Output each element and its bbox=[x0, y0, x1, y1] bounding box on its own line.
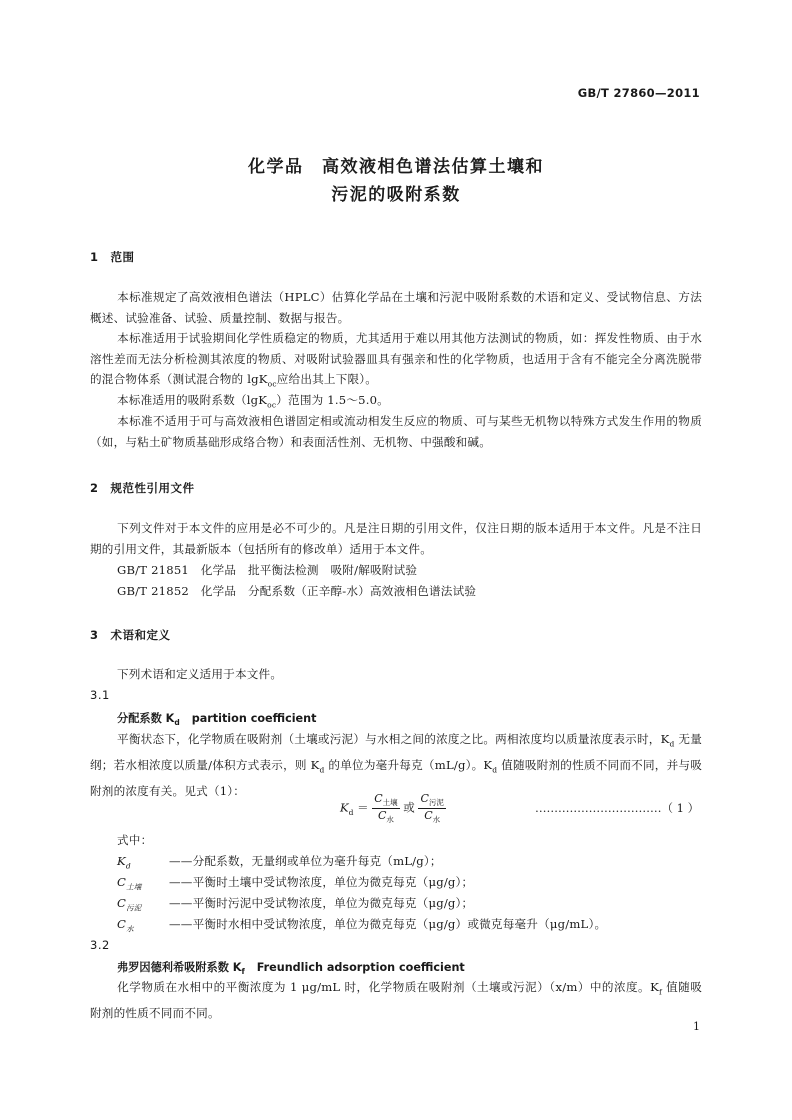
section-2-paragraph-1: 下列文件对于本文件的应用是必不可少的。凡是注日期的引用文件，仅注日期的版本适用于本文件。凡是不注日期的引用文件，其最新版本（包括所有的修改单）适用于本文件。 bbox=[90, 521, 702, 556]
reference-gbt-21852: GB/T 21852 化学品 分配系数（正辛醇-水）高效液相色谱法试验 bbox=[117, 584, 477, 598]
term-3-1-definition: 平衡状态下，化学物质在吸附剂（土壤或污泥）与水相之间的浓度之比。两相浓度均以质量浓度表示时，$K_d$ 无量纲；若水相浓度以质量/体积方式表示，则 $K_d$ 的单位为毫升每克（mL/g）。$K_d$ 值随吸附剂的性质不同而不同，并与吸附剂的浓度有关。见式（1）： bbox=[90, 732, 702, 798]
standard-code: GB/T 27860—2011 bbox=[577, 86, 700, 100]
formula-fraction-sludge: $\frac{C_{污泥}}{C_水}$ bbox=[420, 792, 444, 825]
term-3-2-number: 3.2 bbox=[90, 938, 110, 952]
section-3-intro: 下列术语和定义适用于本文件。 bbox=[117, 667, 283, 681]
section-3-heading: 3 术语和定义 bbox=[90, 628, 171, 642]
section-1-paragraph-3: 本标准适用的吸附系数（lgK$_{oc}$）范围为 1.5～5.0。 bbox=[117, 393, 389, 410]
term-3-2-title: 弗罗因德利希吸附系数 $K_f$ Freundlich adsorption coefficient bbox=[117, 961, 465, 977]
section-1-paragraph-4: 本标准不适用于可与高效液相色谱固定相或流动相发生反应的物质、可与某些无机物以特殊方式发生作用的物质（如，与粘土矿物质基础形成络合物）和表面活性剂、无机物、中强酸和碱。 bbox=[90, 414, 702, 449]
section-2-heading: 2 规范性引用文件 bbox=[90, 481, 195, 495]
variable-c-soil: $C_{土壤}$ ——平衡时土壤中受试物浓度，单位为微克每克（μg/g）； bbox=[117, 875, 474, 892]
formula-1: $K_d$ ＝ $\frac{C_{土壤}}{C_水}$ 或 $\frac{C_{污泥}}{C_水}$ bbox=[340, 792, 444, 825]
formula-fraction-soil: $\frac{C_{土壤}}{C_水}$ bbox=[374, 792, 398, 825]
term-3-1-title: 分配系数 $K_d$ partition coefficient bbox=[117, 712, 317, 728]
section-1-heading: 1 范围 bbox=[90, 250, 135, 264]
reference-gbt-21851: GB/T 21851 化学品 批平衡法检测 吸附/解吸附试验 bbox=[117, 563, 418, 577]
doc-title-line2: 污泥的吸附系数 bbox=[331, 185, 461, 205]
where-label: 式中： bbox=[117, 833, 153, 847]
variable-c-sludge: $C_{污泥}$ ——平衡时污泥中受试物浓度，单位为微克每克（μg/g）； bbox=[117, 896, 474, 913]
formula-1-number: ……………………………（ 1 ） bbox=[535, 801, 700, 815]
variable-kd: $K_d$ ——分配系数，无量纲或单位为毫升每克（mL/g）； bbox=[117, 854, 442, 871]
variable-c-water: $C_水$ ——平衡时水相中受试物浓度，单位为微克每克（μg/g）或微克每毫升（μg/mL）。 bbox=[117, 917, 607, 934]
term-3-2-definition: 化学物质在水相中的平衡浓度为 1 μg/mL 时，化学物质在吸附剂（土壤或污泥）（x/m）中的浓度。$K_f$ 值随吸附剂的性质不同而不同。 bbox=[90, 980, 702, 1020]
section-1-paragraph-1: 本标准规定了高效液相色谱法（HPLC）估算化学品在土壤和污泥中吸附系数的术语和定义、受试物信息、方法概述、试验准备、试验、质量控制、数据与报告。 bbox=[90, 290, 702, 325]
doc-title-line1: 化学品 高效液相色谱法估算土壤和 bbox=[248, 157, 544, 177]
term-3-1-number: 3.1 bbox=[90, 688, 110, 702]
page-number: 1 bbox=[693, 1020, 700, 1033]
section-1-paragraph-2: 本标准适用于试验期间化学性质稳定的物质，尤其适用于难以用其他方法测试的物质，如：挥发性物质、由于水溶性差而无法分析检测其浓度的物质、对吸附试验器皿具有强亲和性的化学物质，也适用于含有不能完全分离洗脱带的混合物体系（测试混合物的 lgK$_{oc}$应给出其上下限）。 bbox=[90, 331, 702, 389]
